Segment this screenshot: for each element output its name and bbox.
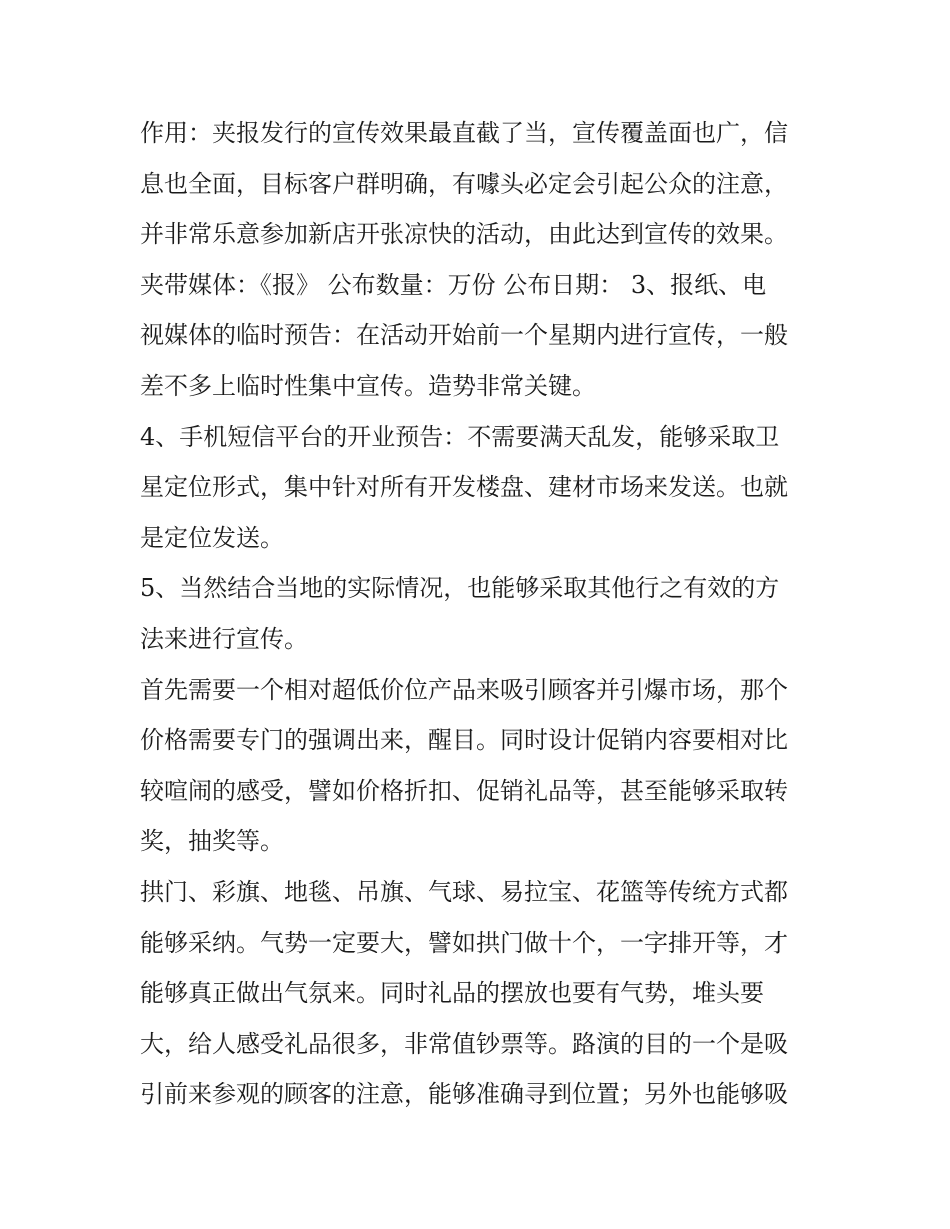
text-line: 首先需要一个相对超低价位产品来吸引顾客并引爆市场，那个 (140, 675, 788, 704)
text-line: 5、当然结合当地的实际情况，也能够采取其他行之有效的方 (140, 574, 780, 603)
text-line: 4、手机短信平台的开业预告：不需要满天乱发，能够采取卫 (140, 422, 780, 451)
text-line: 差不多上临时性集中宣传。造势非常关键。 (140, 371, 596, 400)
paragraph-2 (140, 412, 820, 564)
paragraph-3 (140, 563, 820, 664)
text-line: 奖，抽奖等。 (140, 827, 284, 856)
text-line: 法来进行宣传。 (140, 624, 308, 653)
text-line: 大，给人感受礼品很多，非常值钞票等。路演的目的一个是吸 (140, 1029, 788, 1058)
text-line: 是定位发送。 (140, 523, 284, 552)
paragraph-5 (140, 867, 820, 1120)
paragraph-1 (140, 108, 820, 412)
paragraph-4 (140, 665, 820, 867)
text-line: 星定位形式，集中针对所有开发楼盘、建材市场来发送。也就 (140, 473, 788, 502)
text-line: 较喧闹的感受，譬如价格折扣、促销礼品等，甚至能够采取转 (140, 776, 788, 805)
document-body (140, 108, 820, 1120)
text-line: 并非常乐意参加新店开张凉快的活动，由此达到宣传的效果。 (140, 220, 788, 249)
text-line: 作用：夹报发行的宣传效果最直截了当，宣传覆盖面也广，信 (140, 119, 788, 147)
text-line: 拱门、彩旗、地毯、吊旗、气球、易拉宝、花篮等传统方式都 (140, 877, 788, 906)
text-line: 引前来参观的顾客的注意，能够准确寻到位置；另外也能够吸 (140, 1080, 788, 1109)
text-line: 能够真正做出气氛来。同时礼品的摆放也要有气势，堆头要 (140, 979, 764, 1008)
text-line: 视媒体的临时预告：在活动开始前一个星期内进行宣传，一般 (140, 321, 788, 350)
text-line: 息也全面，目标客户群明确，有噱头必定会引起公众的注意， (140, 169, 788, 198)
text-line: 夹带媒体：《报》 公布数量：万份 公布日期： 3、报纸、电 (140, 270, 767, 299)
text-line: 能够采纳。气势一定要大，譬如拱门做十个，一字排开等，才 (140, 928, 788, 957)
text-line: 价格需要专门的强调出来，醒目。同时设计促销内容要相对比 (140, 726, 788, 755)
